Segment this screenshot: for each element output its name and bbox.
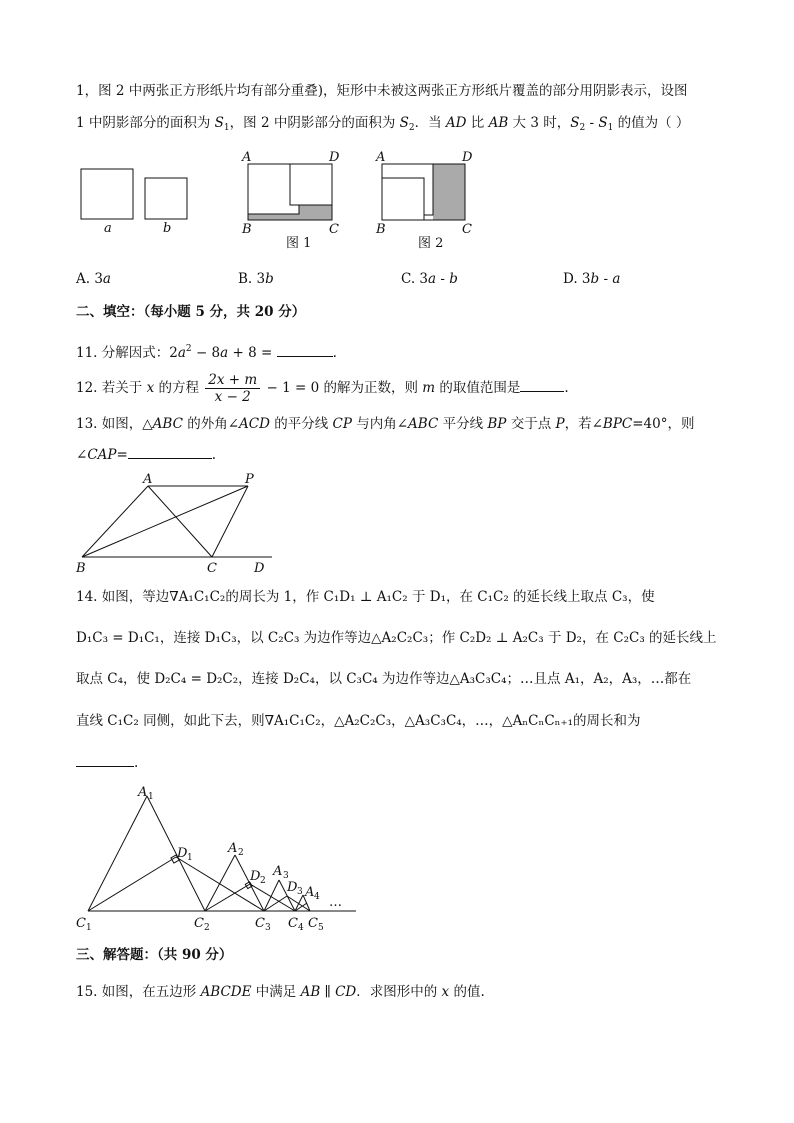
fig2-label-c: C [462,222,472,237]
q14-label-c2: C [194,916,204,931]
q10-text: 大 3 时， [508,115,571,131]
q14-sub: 3 [265,923,271,933]
q11-expr: − 8 [191,345,221,361]
fig2-label-b: B [376,222,386,237]
q11-text: 11. 分解因式： [76,345,170,361]
q14-line1: 14. 如图，等边∇A₁C₁C₂的周长为 1，作 C₁D₁ ⊥ A₁C₂ 于 D₁，在 C₁C₂ 的延长线上取点 C₃，使 [76,589,655,605]
option-b-var: b [265,271,274,287]
q14-altitude [88,857,176,911]
fig2-label-a: A [376,150,386,165]
q11-expr: 2 [169,345,178,361]
q12-tail: − 1 = 0 [262,380,320,396]
q15-relation: AB ∥ CD [300,984,357,1000]
q14-label-c5: C [308,916,318,931]
q15 [76,983,485,1001]
q10-sub: 1 [223,123,230,133]
fig1-caption: 图 1 [286,236,312,251]
option-d-text: D. 3 [563,271,591,287]
q11-expr: + 8 = [228,345,277,361]
q13-text: 交于点 [506,416,556,432]
q14-sub: 5 [318,923,324,933]
fig2-caption: 图 2 [418,236,444,251]
q15-var: x [441,984,450,1000]
q11-sup: 2 [185,344,192,354]
q13-abc: ABC [152,416,183,432]
q13-p: P [555,416,565,432]
q15-text: 中满足 [251,984,301,1000]
option-c-text: C. 3 [401,271,429,287]
q10-text: 比 [466,115,489,131]
q12-end: . [564,380,569,396]
q10-ab: AB [488,115,509,131]
q13-text: 与内角∠ [351,416,409,432]
q13-text: 平分线 [438,416,488,432]
q14-label-a1: A [138,785,148,800]
q14-sub: 3 [283,871,289,881]
q10-ad: AD [445,115,467,131]
q10-text: ．当 [414,115,446,131]
q10-s1b: S [598,115,608,131]
q13-bpc: BPC [602,416,633,432]
q10-line1: 1，图 2 中两张正方形纸片均有部分重叠)，矩形中未被这两张正方形纸片覆盖的部分用阴影表示，设图 [76,83,688,99]
q10-text: ，图 2 中阴影部分的面积为 [229,115,400,131]
q11-var: a [177,345,186,361]
q13-text: =40°，则 [632,416,695,432]
q14-sub: 1 [187,853,193,863]
q14-label-a2: A [228,841,238,856]
q14-side [205,855,235,911]
q10-sub: 2 [579,123,586,133]
q15-text: 的值. [449,984,485,1000]
option-d-minus: - [599,271,613,287]
option-d-var: b [590,271,600,287]
section3-title: 三、解答题：（共 90 分） [76,947,233,963]
q14-sub: 1 [148,792,154,802]
q13-label-d: D [254,561,265,576]
square-a-label: a [104,221,112,236]
q10-sub: 1 [607,123,614,133]
q14-sub: 4 [298,923,304,933]
option-b-text: B. 3 [238,271,266,287]
q10-s2: S [399,115,409,131]
q13-cap: CAP [87,447,117,463]
q14-sub: 2 [238,848,244,858]
q10-s2b: S [570,115,580,131]
q14-label-a4: A [305,885,315,900]
fig1-label-d: D [329,150,340,165]
q10-text: 1 中阴影部分的面积为 [76,115,215,131]
q13-label-a: A [143,472,153,487]
q13-label-b: B [76,561,86,576]
q14-sub: 2 [204,923,210,933]
q14-label-d1: D [177,846,188,861]
q14-side [147,796,205,911]
square-b-label: b [163,221,172,236]
q15-pentagon: ABCDE [200,984,252,1000]
q14-label-c4: C [288,916,298,931]
q12-text: 的取值范围是 [435,380,521,396]
q10-sub: 2 [408,123,415,133]
q12-text: 12. 若关于 [76,380,147,396]
q14-label-d2: D [250,869,261,884]
q13-end: . [211,447,217,463]
fig1-label-c: C [329,222,339,237]
q12-var: x [146,380,155,396]
q14-line2: D₁C₃ = D₁C₁，连接 D₁C₃，以 C₂C₃ 为边作等边△A₂C₂C₃；作 C₂D₂ ⊥ A₂C₃ 于 D₂，在 C₂C₃ 的延长线上 [76,630,717,646]
q13-text: ，若∠ [564,416,603,432]
q13-text: ∠ [76,447,88,463]
q10-text: 的值为（ ） [613,115,690,131]
q14-ellipsis: … [329,895,342,910]
option-c-var: a [428,271,437,287]
q14-sub: 1 [86,923,92,933]
q12-text: 的解为正数，则 [319,380,423,396]
q14-line3: 取点 C₄，使 D₂C₄ = D₂C₂，连接 D₂C₄，以 C₃C₄ 为边作等边△A₃C₃C₄；…且点 A₁，A₂，A₃，…都在 [76,671,692,687]
q14-sub: 4 [314,892,320,902]
q13-label-p: P [245,472,254,487]
fig1-label-a: A [242,150,252,165]
q13-acd: ACD [239,416,270,432]
q14-sub: 3 [297,887,303,897]
q14-side [88,796,147,911]
q14-sub: 2 [260,876,266,886]
q14-line4: 直线 C₁C₂ 同侧，如此下去，则∇A₁C₁C₂，△A₂C₂C₃，△A₃C₃C₄，…，△AₙCₙCₙ₊₁的周长和为 [76,713,641,729]
q14-label-a3: A [273,864,283,879]
q13-cp: CP [332,416,352,432]
q13-bp: BP [487,416,507,432]
q10-s1: S [214,115,224,131]
section2-title: 二、填空：（每小题 5 分，共 20 分） [76,304,306,320]
q13-label-c: C [207,561,217,576]
q13-text: 的平分线 [269,416,333,432]
q10-minus: - [585,115,599,131]
q15-text: 15. 如图，在五边形 [76,984,201,1000]
q14-end: . [134,755,139,771]
fig1-label-b: B [242,222,252,237]
q13-text: 的外角∠ [182,416,240,432]
q12-denominator: x − 2 [214,389,251,405]
q13-text: = [116,447,128,463]
option-a-text: A. 3 [76,271,103,287]
option-c-var: b [449,271,458,287]
q15-text: ．求图形中的 [356,984,442,1000]
q14-label-c1: C [76,916,86,931]
q12-var: m [422,380,436,396]
option-a-var: a [102,271,111,287]
q12-numerator: 2x + m [205,372,260,389]
q13-abc: ABC [408,416,439,432]
q11-end: . [332,345,337,361]
q12-text: 的方程 [154,380,204,396]
fig2-label-d: D [462,150,473,165]
q14-label-d3: D [287,880,298,895]
q13-text: 13. 如图，△ [76,416,153,432]
q14-label-c3: C [255,916,265,931]
q11-var: a [220,345,229,361]
option-d-var: a [612,271,621,287]
option-c-minus: - [436,271,450,287]
